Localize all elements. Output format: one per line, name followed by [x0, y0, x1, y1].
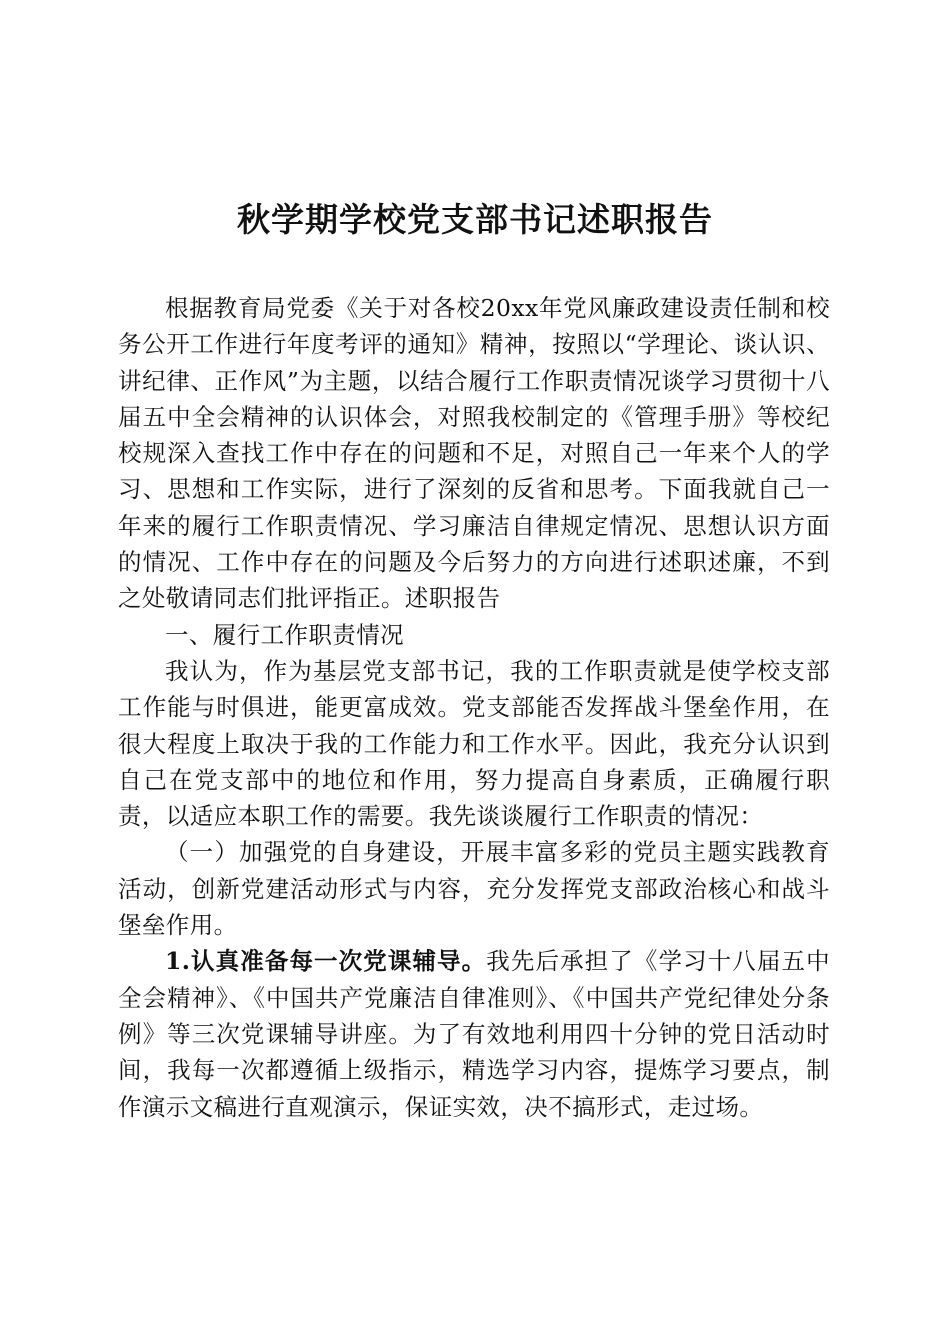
document-title: 秋学期学校党支部书记述职报告: [237, 200, 713, 239]
subsection-1-paragraph: （一）加强党的自身建设，开展丰富多彩的党员主题实践教育活动，创新党建活动形式与内容，充分发挥党支部政治核心和战斗堡垒作用。: [118, 838, 830, 940]
item-1-text: 我先后承担了《学习十八届五中全会精神》、《中国共产党廉洁自律准则》、《中国共产党纪律处分条例》等三次党课辅导讲座。为了有效地利用四十分钟的党日活动时间，我每一次都遵循上级指示，精选学习内容，提炼学习要点，制作演示文稿进行直观演示，保证实效，决不搞形式，走过场。: [118, 947, 830, 1121]
section-1-paragraph: 我认为，作为基层党支部书记，我的工作职责就是使学校支部工作能与时俱进，能更富成效。党支部能否发挥战斗堡垒作用，在很大程度上取决于我的工作能力和工作水平。因此，我充分认识到自己在党支部中的地位和作用，努力提高自身素质，正确履行职责，以适应本职工作的需要。我先谈谈履行工作职责的情况：: [118, 656, 830, 831]
document-body: [118, 290, 830, 1125]
section-heading-1: 一、履行工作职责情况: [165, 620, 404, 649]
intro-paragraph: 根据教育局党委《关于对各校20xx年党风廉政建设责任制和校务公开工作进行年度考评的通知》精神，按照以“学理论、谈认识、讲纪律、正作风”为主题，以结合履行工作职责情况谈学习贯彻十八届五中全会精神的认识体会，对照我校制定的《管理手册》等校纪校规深入查找工作中存在的问题和不足，对照自己一年来个人的学习、思想和工作实际，进行了深刻的反省和思考。下面我就自己一年来的履行工作职责情况、学习廉洁自律规定情况、思想认识方面的情况、工作中存在的问题及今后努力的方向进行述职述廉，不到之处敬请同志们批评指正。述职报告: [118, 294, 830, 613]
item-1-paragraph: [118, 943, 830, 1124]
item-1-lead: 1.认真准备每一次党课辅导。: [165, 947, 487, 976]
